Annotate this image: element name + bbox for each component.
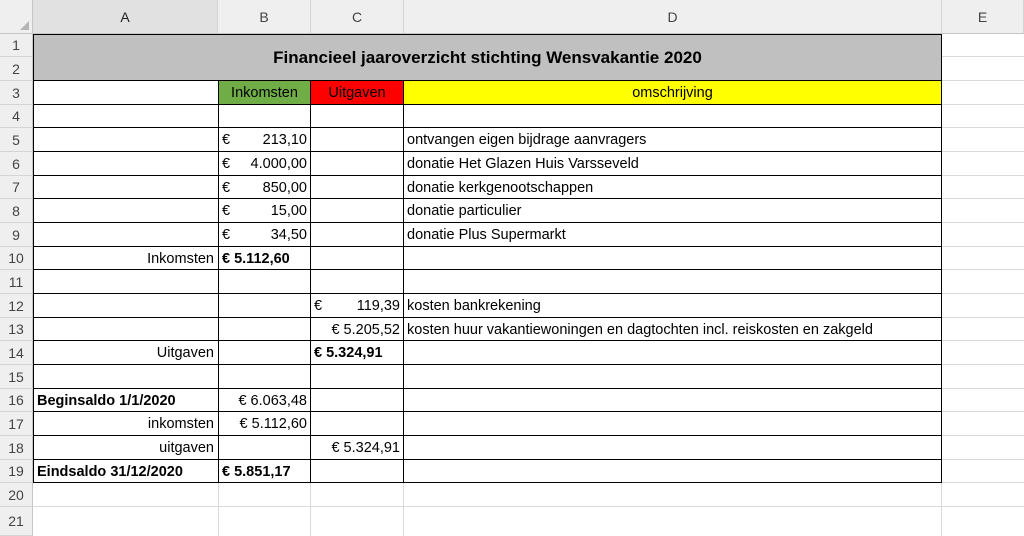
report-title: Financieel jaaroverzicht stichting Wensvakantie 2020	[273, 47, 702, 67]
currency-symbol: €	[314, 298, 323, 314]
currency-symbol: €	[222, 156, 231, 172]
row-header-8[interactable]: 8	[0, 199, 33, 223]
currency-symbol: €	[222, 179, 231, 196]
row-header-16[interactable]: 16	[0, 389, 33, 412]
summary-income-label[interactable]: inkomsten	[147, 416, 214, 432]
cell-a3[interactable]	[33, 80, 219, 105]
expense-description[interactable]: kosten huur vakantiewoningen en dagtochten incl. reiskosten en zakgeld	[407, 321, 873, 338]
row-header-18[interactable]: 18	[0, 436, 33, 460]
income-description[interactable]: ontvangen eigen bijdrage aanvragers	[407, 132, 647, 148]
row-header-14[interactable]: 14	[0, 341, 33, 365]
income-amount: 850,00	[262, 179, 307, 196]
row-header-20[interactable]: 20	[0, 483, 33, 507]
summary-income-amount[interactable]: € 5.112,60	[239, 416, 307, 432]
income-description[interactable]: donatie Plus Supermarkt	[407, 227, 566, 243]
column-header-e[interactable]: E	[942, 0, 1024, 34]
omschrijving-header: omschrijving	[632, 84, 713, 101]
income-cell[interactable]	[218, 152, 311, 176]
row-header-9[interactable]: 9	[0, 223, 33, 247]
income-amount: 213,10	[262, 132, 307, 148]
column-header-d[interactable]: D	[404, 0, 942, 34]
expense-cell[interactable]	[310, 294, 404, 318]
uitgaven-header: Uitgaven	[328, 84, 386, 101]
end-balance-amount[interactable]: € 5.851,17	[222, 463, 291, 480]
income-amount: 34,50	[270, 227, 307, 243]
end-balance-label[interactable]: Eindsaldo 31/12/2020	[37, 463, 183, 480]
expense-total-amount[interactable]: € 5.324,91	[314, 345, 383, 361]
expense-amount[interactable]: € 5.205,52	[331, 321, 400, 338]
column-header-c[interactable]: C	[311, 0, 404, 34]
income-total-amount[interactable]: € 5.112,60	[222, 250, 290, 267]
income-amount: 15,00	[270, 203, 307, 219]
inkomsten-header: Inkomsten	[231, 84, 298, 101]
income-cell[interactable]	[218, 223, 311, 247]
summary-expense-label[interactable]: uitgaven	[159, 440, 214, 456]
begin-balance-amount[interactable]: € 6.063,48	[238, 392, 307, 409]
select-all-corner[interactable]	[0, 0, 33, 34]
currency-symbol: €	[222, 132, 231, 148]
income-cell[interactable]	[218, 128, 311, 152]
row-header-13[interactable]: 13	[0, 318, 33, 341]
row-header-21[interactable]: 21	[0, 507, 33, 536]
gridline	[33, 506, 1024, 507]
row-header-7[interactable]: 7	[0, 176, 33, 199]
cell-border	[33, 104, 942, 105]
row-header-5[interactable]: 5	[0, 128, 33, 152]
income-description[interactable]: donatie particulier	[407, 203, 522, 219]
column-header-b[interactable]: B	[218, 0, 311, 34]
row-header-15[interactable]: 15	[0, 365, 33, 389]
income-description[interactable]: donatie kerkgenootschappen	[407, 179, 594, 196]
income-description[interactable]: donatie Het Glazen Huis Varsseveld	[407, 156, 639, 172]
summary-expense-amount[interactable]: € 5.324,91	[331, 440, 400, 456]
row-header-11[interactable]: 11	[0, 270, 33, 294]
expense-total-label[interactable]: Uitgaven	[156, 345, 214, 361]
currency-symbol: €	[222, 203, 231, 219]
income-cell[interactable]	[218, 176, 311, 199]
row-header-19[interactable]: 19	[0, 460, 33, 483]
row-header-12[interactable]: 12	[0, 294, 33, 318]
income-cell[interactable]	[218, 199, 311, 223]
row-header-3[interactable]: 3	[0, 81, 33, 105]
row-header-2[interactable]: 2	[0, 57, 33, 81]
column-header-a[interactable]: A	[33, 0, 218, 34]
row-header-1[interactable]: 1	[0, 34, 33, 57]
begin-balance-label[interactable]: Beginsaldo 1/1/2020	[37, 392, 176, 409]
row-header-4[interactable]: 4	[0, 105, 33, 128]
income-total-label[interactable]: Inkomsten	[147, 250, 214, 267]
row-header-10[interactable]: 10	[0, 247, 33, 270]
expense-description[interactable]: kosten bankrekening	[407, 298, 541, 314]
row-header-17[interactable]: 17	[0, 412, 33, 436]
row-header-6[interactable]: 6	[0, 152, 33, 176]
currency-symbol: €	[222, 227, 231, 243]
expense-amount: 119,39	[356, 298, 400, 314]
income-amount: 4.000,00	[250, 156, 307, 172]
